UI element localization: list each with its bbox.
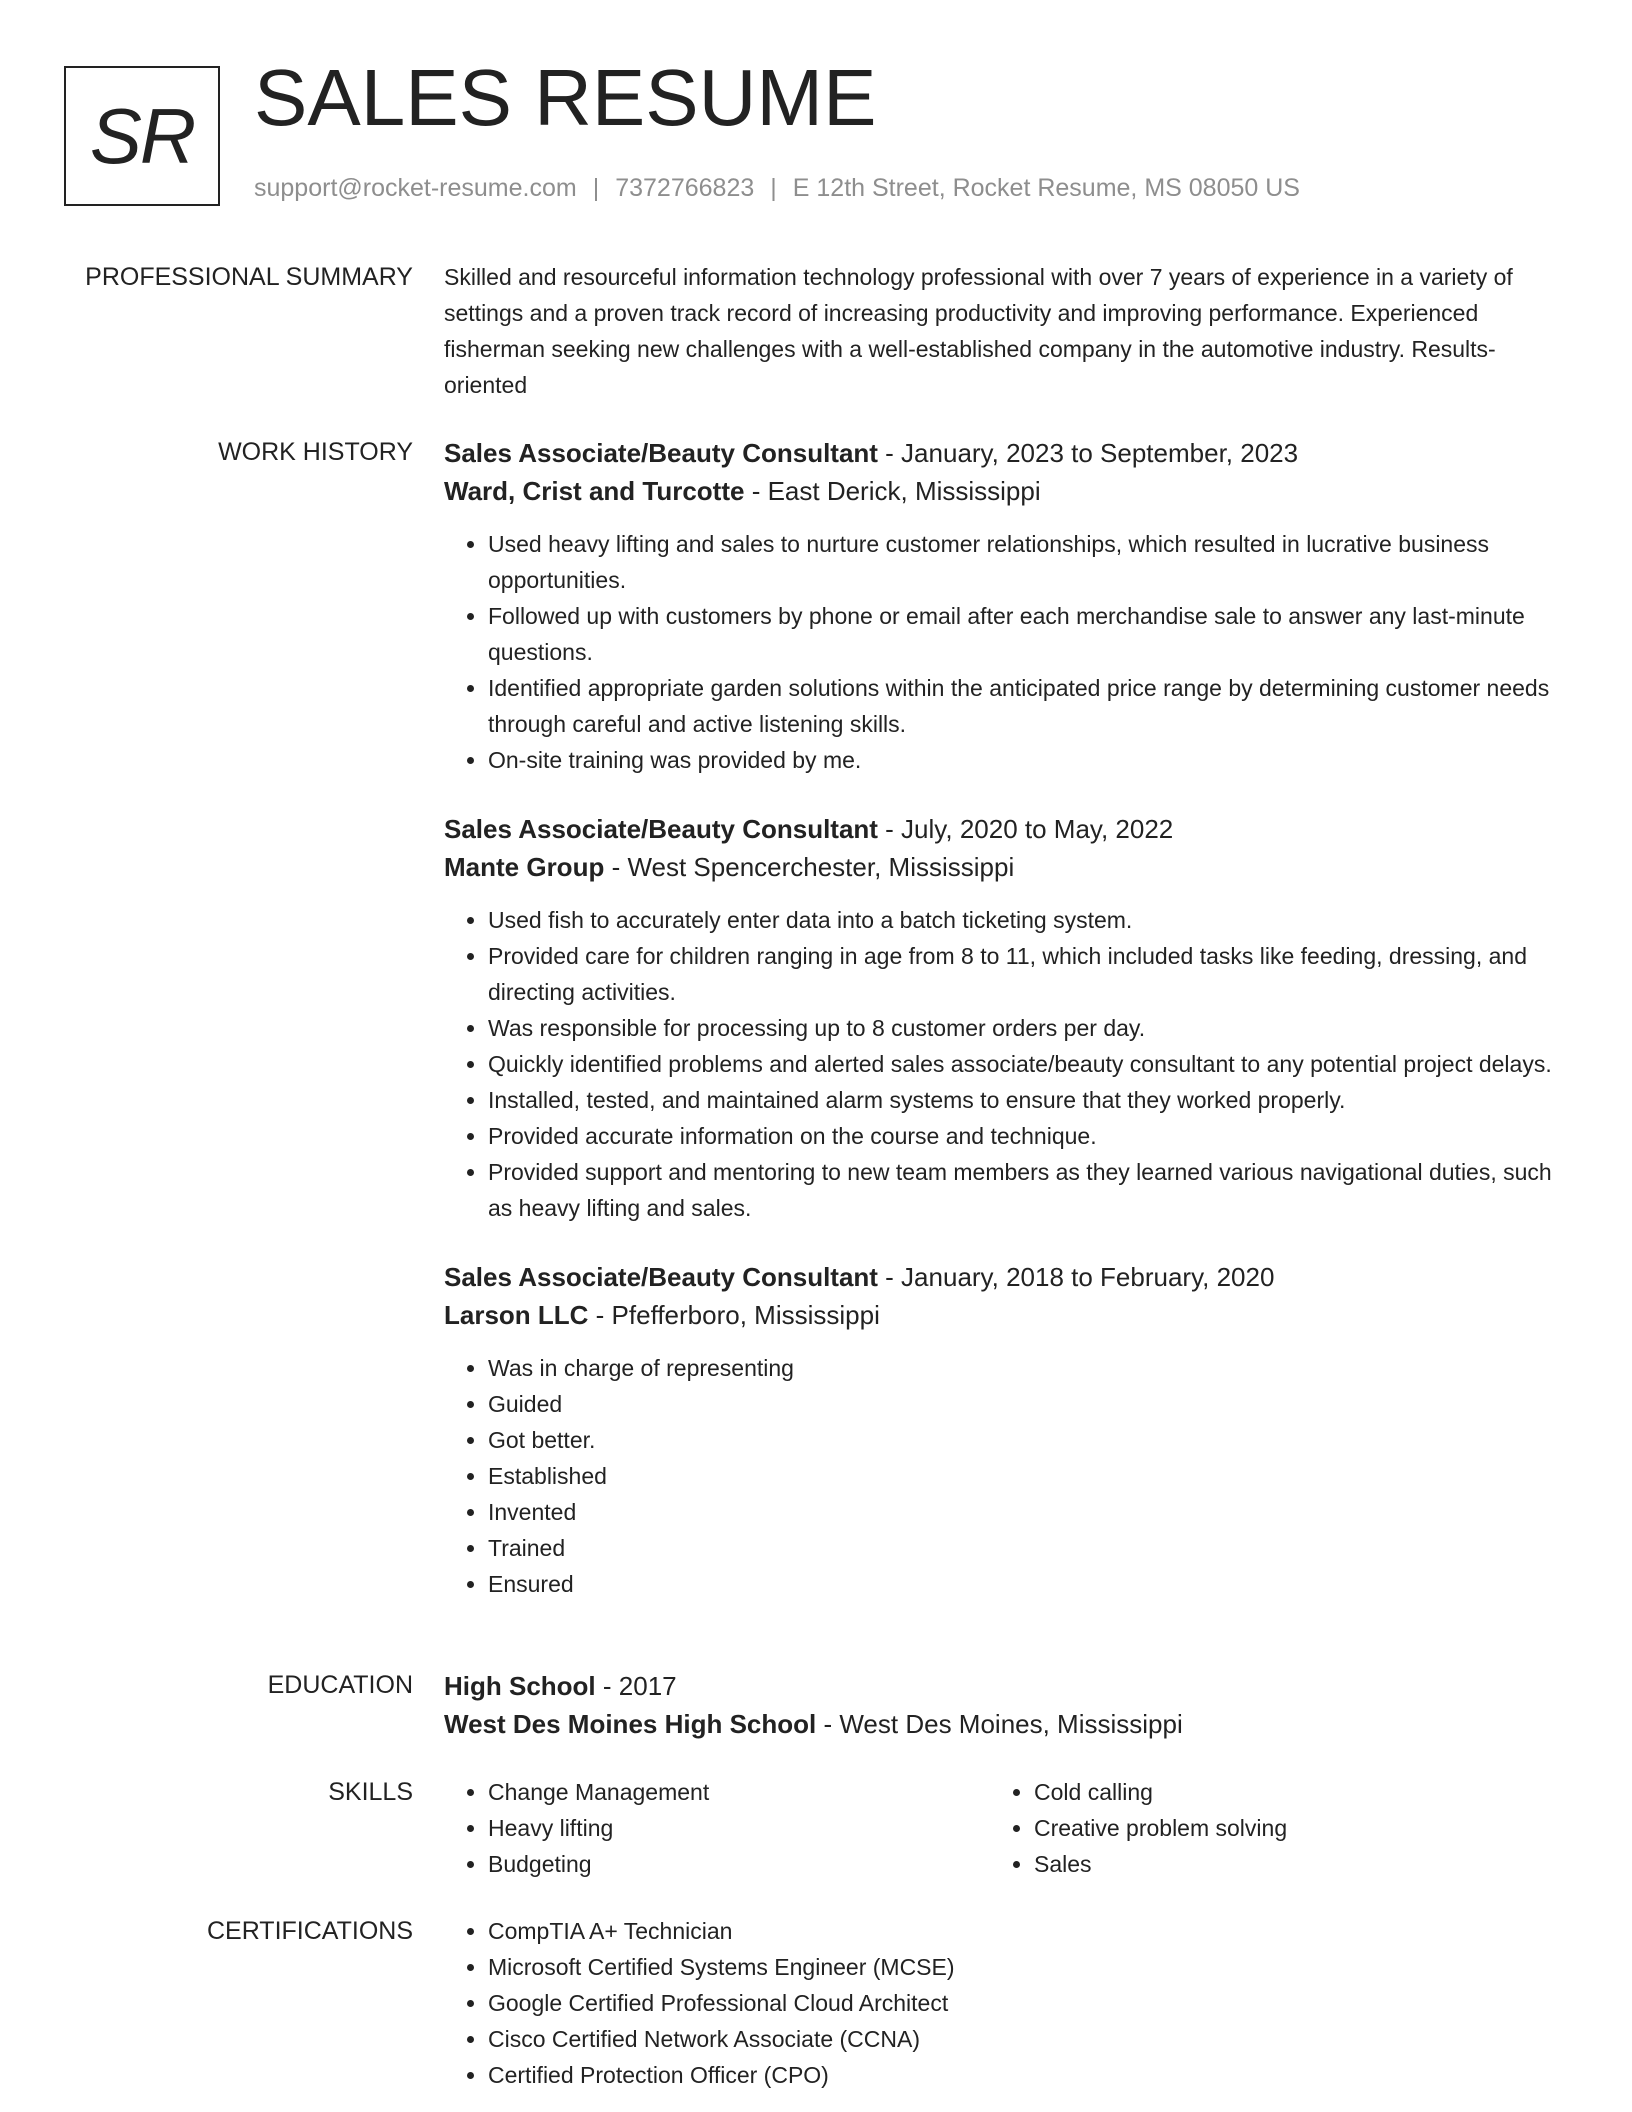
- job-location: - West Spencerchester, Mississippi: [604, 852, 1015, 882]
- section-label-work-history: WORK HISTORY: [218, 438, 413, 466]
- education-school-line: [444, 1705, 1564, 1743]
- section-label-summary: PROFESSIONAL SUMMARY: [85, 263, 413, 291]
- job-company: Mante Group: [444, 852, 605, 882]
- job-title: Sales Associate/Beauty Consultant: [444, 814, 878, 844]
- job-title-line: [444, 810, 1564, 848]
- job-title-line: [444, 434, 1564, 472]
- certifications-body: [444, 1913, 1564, 2093]
- certification-item: • Microsoft Certified Systems Engineer (MCSE): [488, 1949, 1564, 1985]
- job-bullet: • Was in charge of representing: [488, 1350, 1564, 1386]
- job-title-line: [444, 1258, 1564, 1296]
- job-bullet: • Used fish to accurately enter data into a batch ticketing system.: [488, 902, 1564, 938]
- job-dates: - July, 2020 to May, 2022: [877, 814, 1174, 844]
- job-entry: [444, 1258, 1564, 1602]
- job-bullet: • Ensured: [488, 1566, 1564, 1602]
- job-dates: - January, 2023 to September, 2023: [877, 438, 1299, 468]
- job-bullet: • Used heavy lifting and sales to nurture customer relationships, which resulted in lucrative business opportunities.: [488, 526, 1564, 598]
- job-bullets: [444, 1350, 1564, 1602]
- contact-separator: |: [592, 174, 600, 202]
- education-location: - West Des Moines, Mississippi: [816, 1709, 1183, 1739]
- education-year: - 2017: [595, 1671, 677, 1701]
- education-degree-line: [444, 1667, 1564, 1705]
- skill-item: • Change Management: [488, 1774, 990, 1810]
- job-bullet: • Quickly identified problems and alerted sales associate/beauty consultant to any potential project delays.: [488, 1046, 1564, 1082]
- section-label-certifications: CERTIFICATIONS: [206, 1917, 413, 1945]
- skill-item: • Cold calling: [1034, 1774, 1536, 1810]
- education-school: West Des Moines High School: [444, 1709, 817, 1739]
- job-bullet: • Got better.: [488, 1422, 1564, 1458]
- job-location: - East Derick, Mississippi: [744, 476, 1041, 506]
- job-bullet: • Established: [488, 1458, 1564, 1494]
- work-history-body: [444, 434, 1564, 1634]
- resume-title: SALES RESUME: [254, 53, 877, 142]
- skills-column-left: [444, 1774, 990, 1882]
- section-label-skills: SKILLS: [328, 1778, 413, 1806]
- contact-phone[interactable]: 7372766823: [615, 174, 755, 202]
- skills-body: [444, 1774, 1564, 1882]
- job-bullet: • Identified appropriate garden solutions within the anticipated price range by determining customer needs through careful and active listening skills.: [488, 670, 1564, 742]
- job-entry: [444, 810, 1564, 1226]
- skills-grid: [444, 1774, 1564, 1882]
- skill-item: • Sales: [1034, 1846, 1536, 1882]
- job-bullets: [444, 526, 1564, 778]
- summary-text: Skilled and resourceful information technology professional with over 7 years of experience in a variety of settings and a proven track record of increasing productivity and improving performance. Experienced fisherman seeking new challenges with a well-established company in the automotive industry. Results-oriented: [444, 264, 1513, 398]
- summary-body: [444, 259, 1564, 403]
- job-company-line: [444, 472, 1564, 510]
- job-company-line: [444, 848, 1564, 886]
- job-bullet: • Provided support and mentoring to new team members as they learned various navigational duties, such as heavy lifting and sales.: [488, 1154, 1564, 1226]
- job-dates: - January, 2018 to February, 2020: [877, 1262, 1275, 1292]
- job-bullet: • Provided accurate information on the course and technique.: [488, 1118, 1564, 1154]
- job-location: - Pfefferboro, Mississippi: [588, 1300, 880, 1330]
- education-degree: High School: [444, 1671, 596, 1701]
- certification-item: • Google Certified Professional Cloud Architect: [488, 1985, 1564, 2021]
- contact-line: [254, 174, 1300, 203]
- job-bullet: • Trained: [488, 1530, 1564, 1566]
- job-company-line: [444, 1296, 1564, 1334]
- contact-address: E 12th Street, Rocket Resume, MS 08050 US: [792, 174, 1300, 202]
- job-bullet: • On-site training was provided by me.: [488, 742, 1564, 778]
- skill-item: • Heavy lifting: [488, 1810, 990, 1846]
- job-bullet: • Provided care for children ranging in age from 8 to 11, which included tasks like feeding, dressing, and directing activities.: [488, 938, 1564, 1010]
- skill-item: • Budgeting: [488, 1846, 990, 1882]
- job-bullet: • Installed, tested, and maintained alarm systems to ensure that they worked properly.: [488, 1082, 1564, 1118]
- education-body: [444, 1667, 1564, 1743]
- contact-email[interactable]: support@rocket-resume.com: [254, 174, 577, 202]
- job-bullet: • Invented: [488, 1494, 1564, 1530]
- certification-item: • Cisco Certified Network Associate (CCNA): [488, 2021, 1564, 2057]
- certifications-list: [444, 1913, 1564, 2093]
- job-bullet: • Was responsible for processing up to 8 customer orders per day.: [488, 1010, 1564, 1046]
- job-company: Ward, Crist and Turcotte: [444, 476, 745, 506]
- contact-separator: |: [770, 174, 777, 202]
- section-label-education: EDUCATION: [267, 1671, 413, 1699]
- skills-column-right: [990, 1774, 1536, 1882]
- job-title: Sales Associate/Beauty Consultant: [444, 438, 878, 468]
- certification-item: • CompTIA A+ Technician: [488, 1913, 1564, 1949]
- skill-item: • Creative problem solving: [1034, 1810, 1536, 1846]
- job-bullet: • Guided: [488, 1386, 1564, 1422]
- monogram-badge: SR: [64, 66, 220, 206]
- job-company: Larson LLC: [444, 1300, 589, 1330]
- job-bullet: • Followed up with customers by phone or email after each merchandise sale to answer any last-minute questions.: [488, 598, 1564, 670]
- certification-item: • Certified Protection Officer (CPO): [488, 2057, 1564, 2093]
- job-bullets: [444, 902, 1564, 1226]
- job-title: Sales Associate/Beauty Consultant: [444, 1262, 878, 1292]
- job-entry: [444, 434, 1564, 778]
